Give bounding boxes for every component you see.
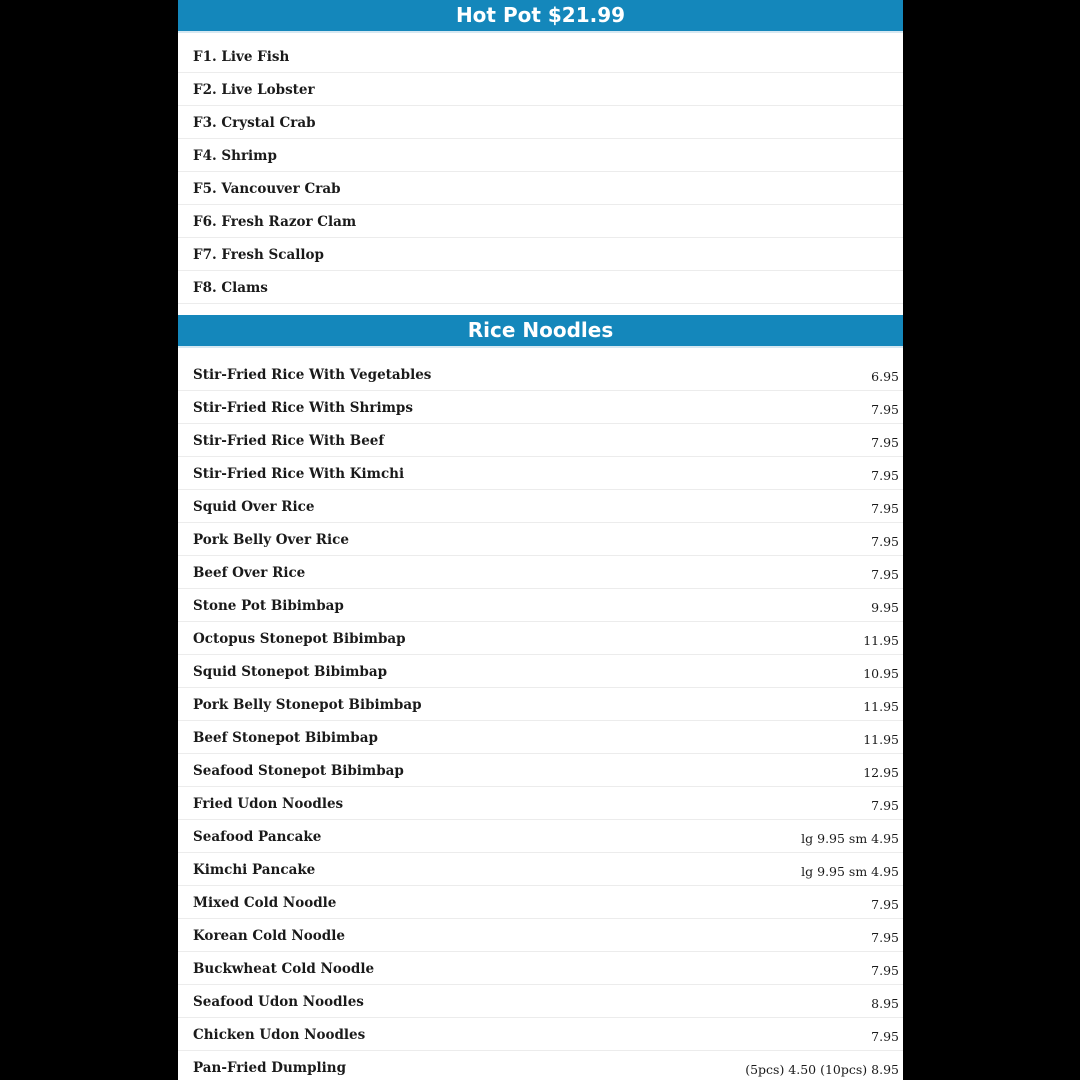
menu-item-price: 11.95 — [863, 699, 899, 714]
menu-item-name: F2. Live Lobster — [193, 82, 315, 98]
menu-item-name: Pan-Fried Dumpling — [193, 1060, 347, 1076]
menu-item-name: Seafood Udon Noodles — [193, 994, 364, 1010]
menu-item-row — [178, 457, 903, 490]
rice-noodles-item-list — [178, 348, 903, 1080]
menu-item-row — [178, 985, 903, 1018]
menu-item-row — [178, 787, 903, 820]
menu-item-name: Stir-Fried Rice With Vegetables — [193, 367, 432, 383]
menu-item-name: Pork Belly Over Rice — [193, 532, 349, 548]
menu-item-row — [178, 172, 903, 205]
menu-item-price: 6.95 — [871, 369, 899, 384]
menu-item-name: Buckwheat Cold Noodle — [193, 961, 375, 977]
menu-item-name: F3. Crystal Crab — [193, 115, 316, 131]
menu-item-row — [178, 424, 903, 457]
menu-item-row — [178, 919, 903, 952]
menu-item-price: lg 9.95 sm 4.95 — [801, 864, 899, 879]
menu-item-name: F1. Live Fish — [193, 49, 290, 65]
menu-item-row — [178, 205, 903, 238]
menu-panel — [178, 0, 903, 1080]
menu-item-price: 7.95 — [871, 435, 899, 450]
menu-item-row — [178, 721, 903, 754]
menu-item-name: F6. Fresh Razor Clam — [193, 214, 357, 230]
menu-item-price: 7.95 — [871, 1029, 899, 1044]
menu-item-row — [178, 106, 903, 139]
menu-item-price: 10.95 — [863, 666, 899, 681]
menu-item-price: 7.95 — [871, 963, 899, 978]
menu-item-row — [178, 655, 903, 688]
menu-item-row — [178, 853, 903, 886]
menu-item-name: Stone Pot Bibimbap — [193, 598, 344, 614]
menu-item-row — [178, 73, 903, 106]
menu-item-row — [178, 754, 903, 787]
menu-item-name: F8. Clams — [193, 280, 268, 296]
menu-item-row — [178, 271, 903, 304]
menu-item-name: F4. Shrimp — [193, 148, 277, 164]
menu-item-name: Seafood Pancake — [193, 829, 322, 845]
menu-item-name: F5. Vancouver Crab — [193, 181, 341, 197]
menu-item-name: Fried Udon Noodles — [193, 796, 344, 812]
menu-item-name: Kimchi Pancake — [193, 862, 316, 878]
menu-item-name: Pork Belly Stonepot Bibimbap — [193, 697, 422, 713]
menu-item-price: 11.95 — [863, 732, 899, 747]
menu-item-row — [178, 139, 903, 172]
menu-item-row — [178, 358, 903, 391]
menu-item-row — [178, 238, 903, 271]
menu-item-row — [178, 1051, 903, 1080]
menu-item-row — [178, 589, 903, 622]
menu-item-row — [178, 622, 903, 655]
menu-item-name: Stir-Fried Rice With Shrimps — [193, 400, 413, 416]
menu-item-price: 7.95 — [871, 501, 899, 516]
menu-item-row — [178, 490, 903, 523]
menu-item-row — [178, 820, 903, 853]
menu-item-price: 12.95 — [863, 765, 899, 780]
menu-item-price: (5pcs) 4.50 (10pcs) 8.95 — [745, 1062, 899, 1077]
menu-item-price: 7.95 — [871, 897, 899, 912]
menu-item-name: F7. Fresh Scallop — [193, 247, 324, 263]
menu-item-price: 7.95 — [871, 567, 899, 582]
menu-item-row — [178, 952, 903, 985]
menu-item-name: Squid Stonepot Bibimbap — [193, 664, 388, 680]
menu-item-row — [178, 1018, 903, 1051]
menu-item-name: Stir-Fried Rice With Kimchi — [193, 466, 405, 482]
menu-item-name: Mixed Cold Noodle — [193, 895, 337, 911]
menu-item-price: 7.95 — [871, 402, 899, 417]
hotpot-section-header: Hot Pot $21.99 — [178, 0, 903, 33]
menu-item-price: lg 9.95 sm 4.95 — [801, 831, 899, 846]
menu-item-price: 7.95 — [871, 930, 899, 945]
menu-item-row — [178, 40, 903, 73]
hotpot-item-list — [178, 33, 903, 304]
menu-item-name: Chicken Udon Noodles — [193, 1027, 366, 1043]
section-spacer — [178, 304, 903, 315]
rice-noodles-section-header: Rice Noodles — [178, 315, 903, 348]
menu-item-name: Stir-Fried Rice With Beef — [193, 433, 385, 449]
menu-item-price: 11.95 — [863, 633, 899, 648]
menu-item-price: 7.95 — [871, 468, 899, 483]
menu-item-name: Korean Cold Noodle — [193, 928, 345, 944]
menu-item-name: Beef Stonepot Bibimbap — [193, 730, 378, 746]
menu-item-price: 9.95 — [871, 600, 899, 615]
menu-item-name: Seafood Stonepot Bibimbap — [193, 763, 404, 779]
menu-item-price: 7.95 — [871, 534, 899, 549]
menu-item-price: 8.95 — [871, 996, 899, 1011]
menu-item-price: 7.95 — [871, 798, 899, 813]
menu-item-name: Octopus Stonepot Bibimbap — [193, 631, 406, 647]
menu-item-row — [178, 556, 903, 589]
menu-item-row — [178, 886, 903, 919]
menu-item-name: Beef Over Rice — [193, 565, 306, 581]
menu-item-name: Squid Over Rice — [193, 499, 315, 515]
menu-item-row — [178, 688, 903, 721]
menu-item-row — [178, 391, 903, 424]
menu-item-row — [178, 523, 903, 556]
